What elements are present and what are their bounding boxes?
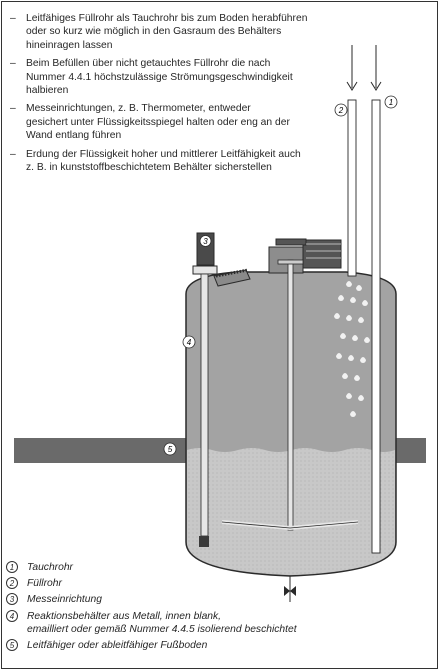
label-2-in-diagram: 2 (338, 106, 344, 115)
bullet-dash: – (10, 148, 16, 160)
thermometer-rod (201, 274, 208, 536)
legend (6, 561, 426, 652)
instruction-line: Messeinrichtungen, z. B. Thermometer, entweder (26, 103, 251, 115)
dip-pipe (372, 100, 380, 553)
instruction-line: Leitfähiges Füllrohr als Tauchrohr bis zum Boden herabführen (26, 13, 308, 24)
agitator-shaft (288, 260, 293, 530)
instruction-line: hineinragen lassen (26, 39, 113, 51)
legend-item (6, 577, 426, 590)
legend-number: 4 (6, 610, 18, 622)
instruction-line: gesichert unter Flüssigkeitsspiegel halten oder eng an der (26, 116, 290, 128)
legend-item (6, 610, 426, 636)
label-3-in-diagram: 3 (203, 237, 208, 246)
legend-text: Füllrohr (27, 578, 62, 590)
legend-text: Leitfähiger oder ableitfähiger Fußboden (27, 640, 208, 652)
bullet-dash: – (10, 13, 16, 24)
legend-number: 5 (6, 639, 18, 651)
legend-item (6, 593, 426, 606)
legend-text: Messeinrichtung (27, 594, 102, 606)
instruction-line: Beim Befüllen über nicht getauchtes Füllrohr die nach (26, 58, 271, 70)
instruction-line: Wand entlang führen (26, 130, 122, 142)
legend-number: 3 (6, 593, 18, 605)
bullet-dash: – (10, 58, 16, 70)
instruction-line: z. B. in kunststoffbeschichtetem Behälter sicherstellen (26, 162, 272, 174)
legend-item (6, 561, 426, 574)
bullet-dash: – (10, 103, 16, 115)
legend-item (6, 639, 426, 652)
instruction-line: Nummer 4.4.1 höchstzulässige Strömungsgeschwindigkeit (26, 71, 293, 83)
legend-number: 2 (6, 577, 18, 589)
legend-text-continuation: emailliert oder gemäß Nummer 4.4.5 isolierend beschichtet (27, 623, 297, 635)
thermometer-tip (199, 536, 209, 547)
fill-pipe (348, 100, 356, 276)
legend-number: 1 (6, 561, 18, 573)
label-4-in-diagram: 4 (186, 338, 192, 347)
legend-text: Reaktionsbehälter aus Metall, innen blank, (27, 610, 222, 622)
instruction-line: Erdung der Flüssigkeit hoher und mittlerer Leitfähigkeit auch (26, 148, 301, 160)
legend-text: Tauchrohr (27, 562, 73, 573)
label-5-in-diagram: 5 (167, 445, 173, 454)
instruction-line: halbieren (26, 85, 69, 97)
instruction-line: oder so kurz wie möglich in den Gasraum des Behälters (26, 26, 282, 38)
label-1-in-diagram: 1 (388, 98, 394, 107)
